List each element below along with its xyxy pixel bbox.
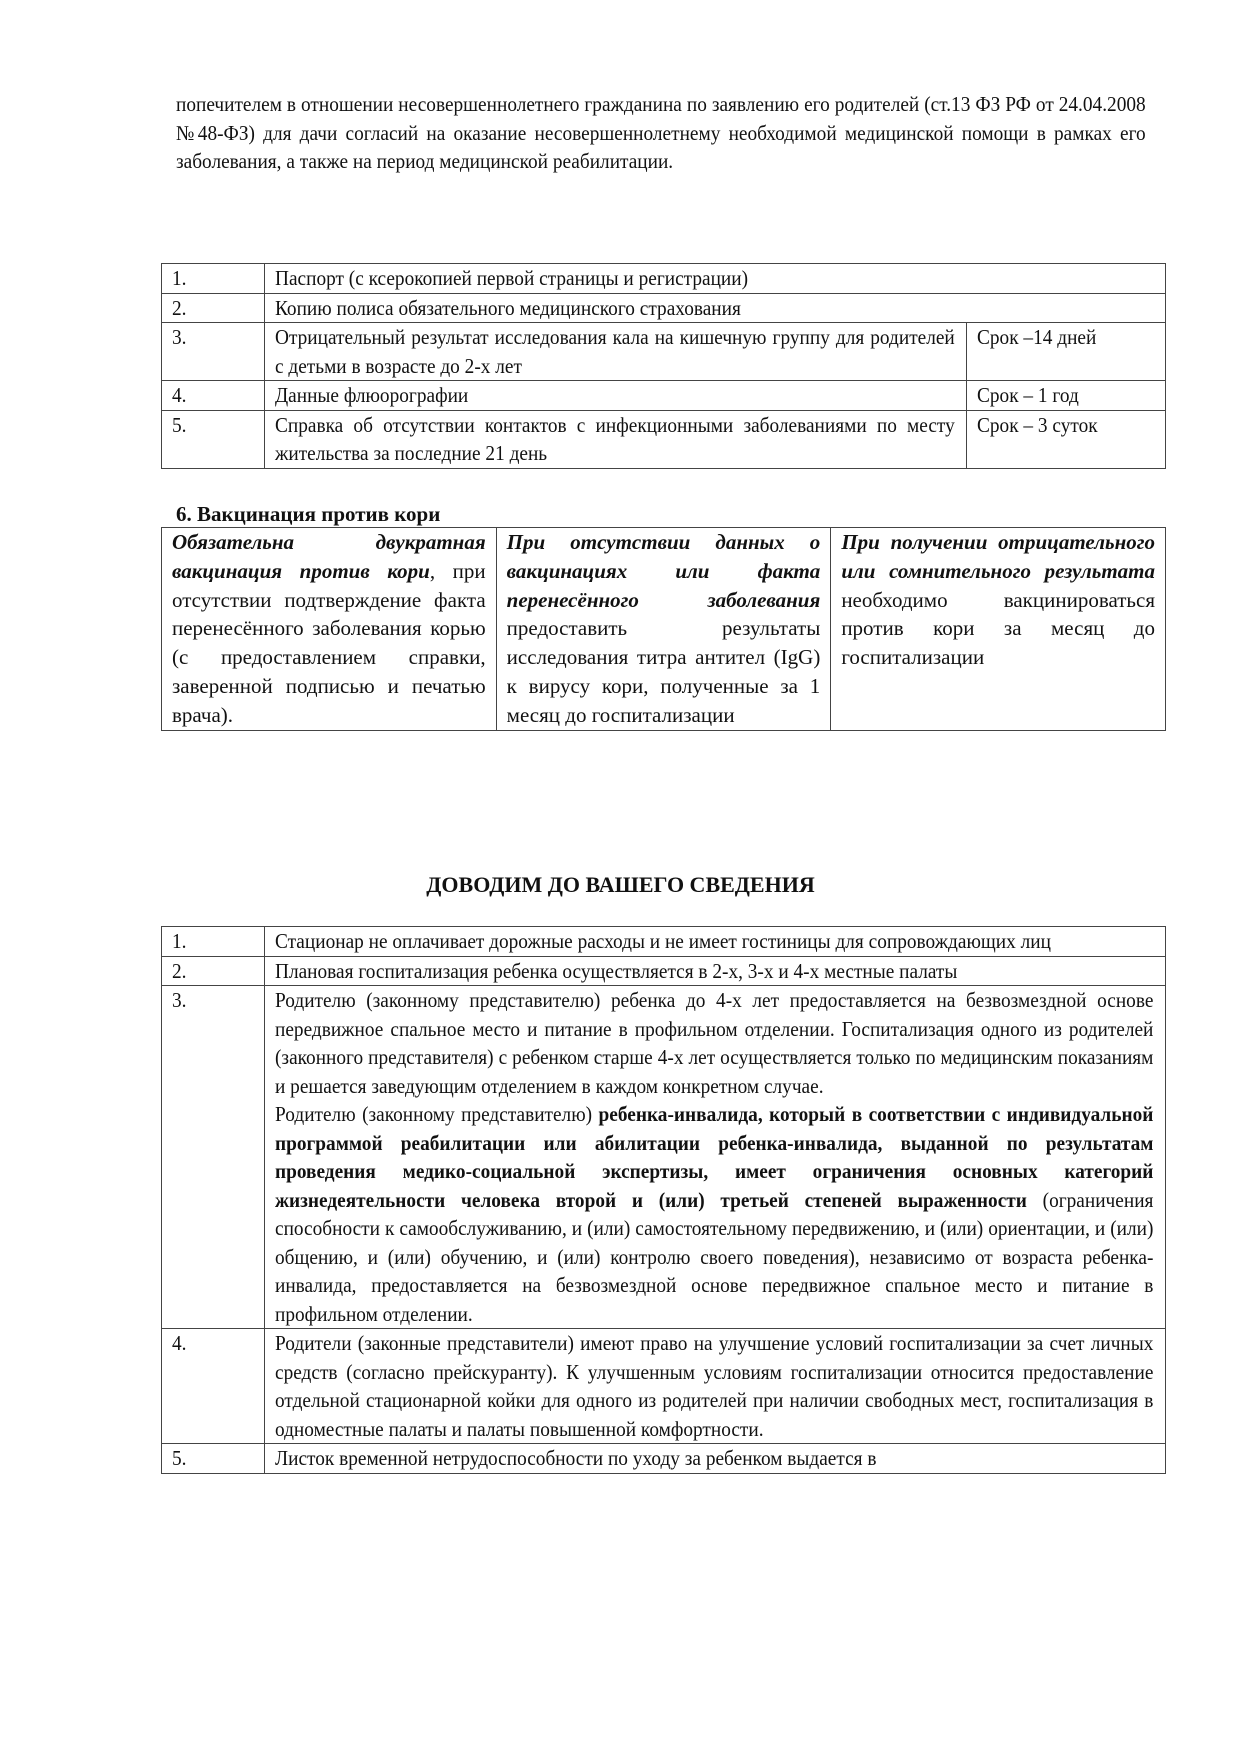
table-row: [162, 1329, 1166, 1444]
table-row: [162, 381, 1166, 411]
row-number: 1.: [172, 266, 187, 290]
body-text: , при отсутствии подтверждение факта перенесённого заболевания корью (с предоставлением справки, заверенной подписью и печатью врача).: [172, 558, 486, 727]
table-row: [162, 986, 1166, 1329]
row-number: 4.: [172, 383, 187, 407]
table-row: [162, 1444, 1166, 1474]
para2-bold: ребенка-инвалида, который в соответствии с индивидуальной программой реабилитации или абилитации ребенка-инвалида, выданной по результатам проведения медико-социальной экспертизы, имеет ограничения основных категорий жизнедеятельности человека второй и (или) третьей степеней выраженности: [275, 1102, 1154, 1212]
row-text: Справка об отсутствии контактов с инфекционными заболеваниями по месту жительства за последние 21 день: [275, 412, 955, 465]
row-text: Родители (законные представители) имеют право на улучшение условий госпитализации за счет личных средств (согласно прейскуранту). К улучшенным условиям госпитализации относится предоставление отдельной стационарной койки для одного из родителей при наличии свободных мест, госпитализация в одноместные палаты и палаты повышенной комфортности.: [275, 1331, 1154, 1441]
table-row: [162, 293, 1166, 323]
table-row: [162, 410, 1166, 468]
row-term: Срок –14 дней: [977, 325, 1097, 349]
row-text: Данные флюорографии: [275, 383, 469, 407]
table-row: [162, 323, 1166, 381]
row-text: Паспорт (с ксерокопией первой страницы и регистрации): [275, 266, 749, 290]
body-text: необходимо вакцинироваться против кори за месяц до госпитализации: [841, 587, 1155, 670]
row-number: 4.: [172, 1331, 187, 1355]
row-text: Отрицательный результат исследования кала на кишечную группу для родителей с детьми в возрасте до 2-х лет: [275, 325, 955, 378]
para2-lead: Родителю (законному представителю): [275, 1102, 599, 1126]
vaccination-col-3: [831, 528, 1166, 731]
required-documents-table: [161, 263, 1166, 469]
vaccination-heading: 6. Вакцинация против кори: [176, 502, 441, 526]
intro-paragraph: попечителем в отношении несовершеннолетнего гражданина по заявлению его родителей (ст.13 ФЗ РФ от 24.04.2008 №48-ФЗ) для дачи согласий на оказание несовершеннолетнему необходимой медицинской помощи в рамках его заболевания, а также на период медицинской реабилитации.: [176, 92, 1146, 173]
vaccination-col-1: [162, 528, 497, 731]
row-text: Родителю (законному представителю) ребенка до 4-х лет предоставляется на безвозмездной основе передвижное спальное место и питание в профильном отделении. Госпитализация одного из родителей (законного представителя) с ребенком старше 4-х лет осуществляется только по медицинским показаниям и решается заведующим отделением в каждом конкретном случае.: [275, 988, 1154, 1098]
vaccination-table: [161, 527, 1166, 731]
row-text: Копию полиса обязательного медицинского страхования: [275, 295, 741, 320]
row-number: 3.: [172, 988, 187, 1012]
row-number: 1.: [172, 929, 187, 953]
row-number: 2.: [172, 958, 187, 983]
row-text-para2: [275, 1100, 1153, 1328]
emphasis-text: Обязательна двукратная вакцинация против кори: [172, 530, 486, 583]
row-term: Срок – 3 суток: [977, 412, 1098, 437]
row-number: 5.: [172, 1446, 187, 1470]
table-row: [162, 264, 1166, 294]
emphasis-text: При получении отрицательного или сомнительного результата: [841, 530, 1155, 583]
emphasis-text: При отсутствии данных о вакцинациях или факта перенесённого заболевания: [506, 530, 821, 612]
row-number: 3.: [172, 325, 187, 349]
row-text: Листок временной нетрудоспособности по уходу за ребенком выдается в: [275, 1446, 877, 1470]
vaccination-col-2: [496, 528, 831, 731]
table-row: [162, 528, 1166, 731]
table-row: [162, 927, 1166, 957]
body-text: предоставить результаты исследования титра антител (IgG) к вирусу кори, полученные за 1 месяц до госпитализации: [506, 616, 821, 727]
row-text: Стационар не оплачивает дорожные расходы и не имеет гостиницы для сопровождающих лиц: [275, 929, 1051, 953]
notice-heading: ДОВОДИМ ДО ВАШЕГО СВЕДЕНИЯ: [426, 872, 815, 897]
table-row: [162, 956, 1166, 986]
para2-rest: (ограничения способности к самообслуживанию, и (или) самостоятельному передвижению, и (или) ориентации, и (или) общению, и (или) обучению, и (или) контролю своего поведения), независимо от возраста ребенка-инвалида, предоставляется на безвозмездной основе передвижное спальное место и питание в профильном отделении.: [275, 1187, 1154, 1326]
notice-table: [161, 926, 1166, 1474]
row-text: Плановая госпитализация ребенка осуществляется в 2-х, 3-х и 4-х местные палаты: [275, 958, 958, 983]
row-number: 5.: [172, 412, 187, 437]
row-number: 2.: [172, 295, 187, 320]
row-term: Срок – 1 год: [977, 383, 1079, 407]
